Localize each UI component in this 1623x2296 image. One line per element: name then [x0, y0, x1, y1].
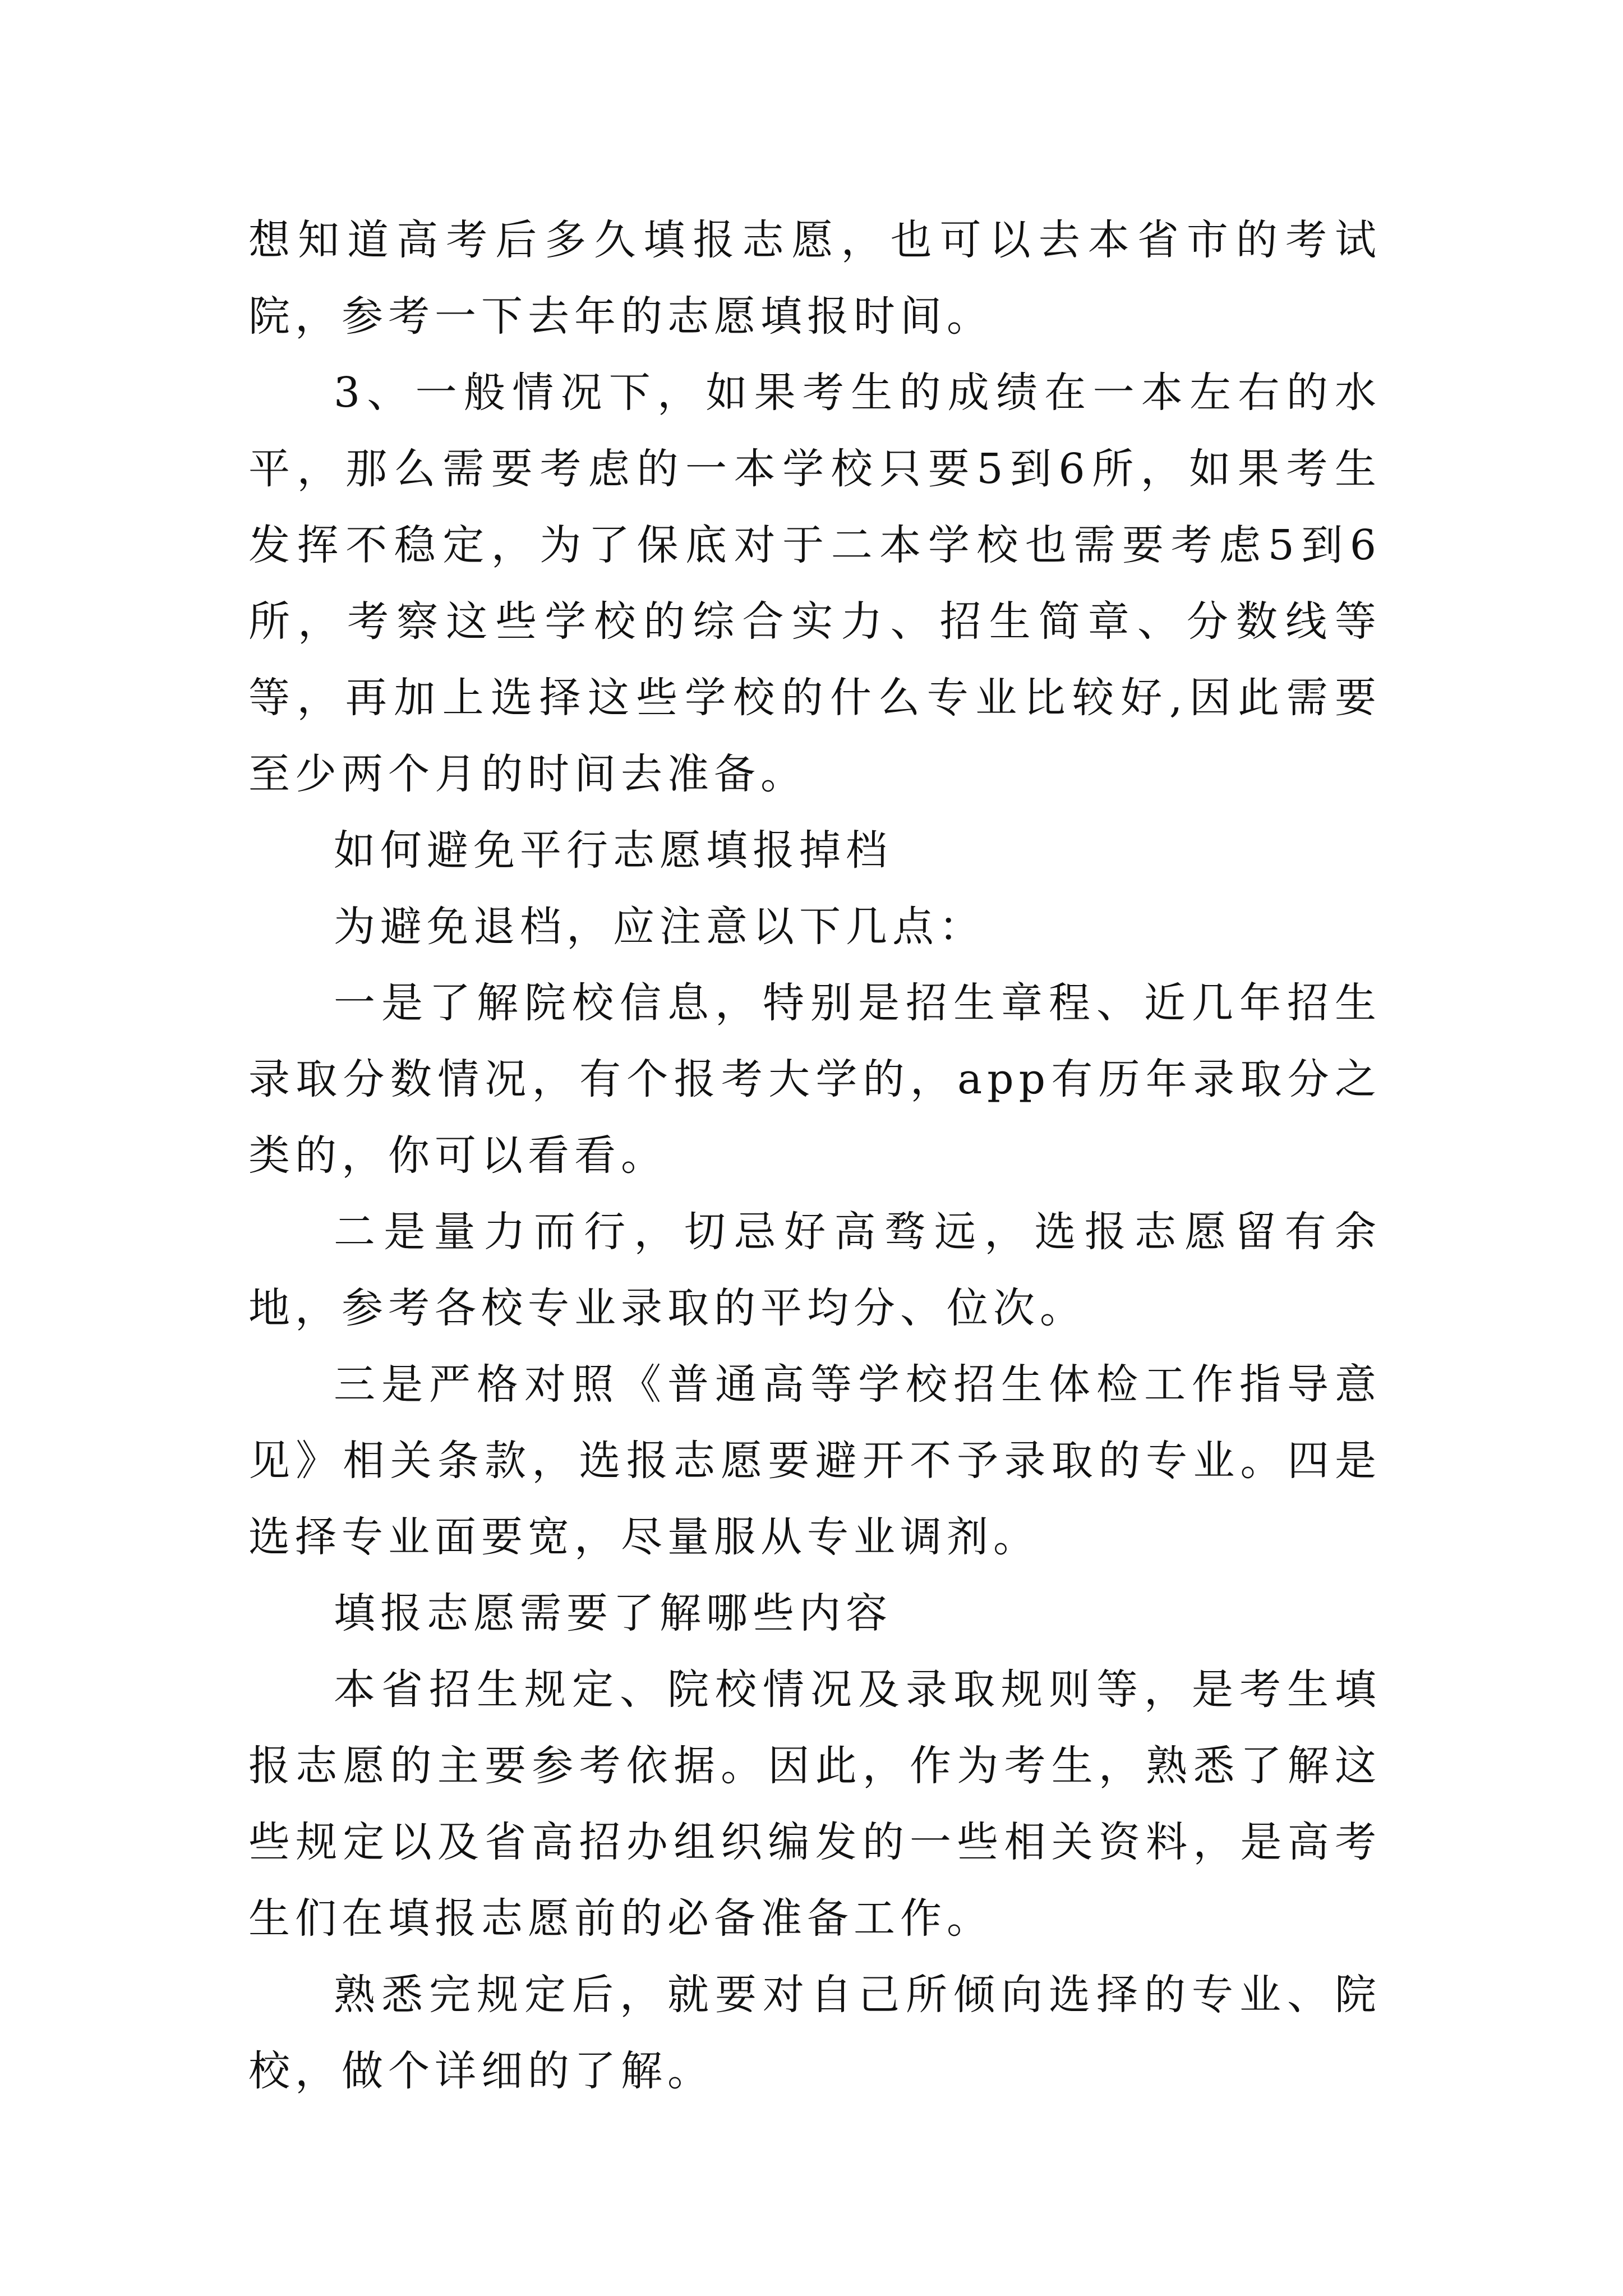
paragraph-5: 一是了解院校信息，特别是招生章程、近几年招生录取分数情况，有个报考大学的，app有历年录取分之类的，你可以看看。	[248, 979, 1381, 1180]
document-body	[248, 202, 1381, 2109]
paragraph-6: 二是量力而行，切忌好高骛远，选报志愿留有余地，参考各校专业录取的平均分、位次。	[248, 1208, 1381, 1332]
section-heading-what-to-know: 填报志愿需要了解哪些内容	[334, 1589, 892, 1637]
paragraph-1: 想知道高考后多久填报志愿，也可以去本省市的考试院，参考一下去年的志愿填报时间。	[248, 216, 1381, 341]
paragraph-10: 熟悉完规定后，就要对自己所倾向选择的专业、院校，做个详细的了解。	[248, 1971, 1381, 2095]
paragraph-7: 三是严格对照《普通高等学校招生体检工作指导意见》相关条款，选报志愿要避开不予录取的专业。四是选择专业面要宽，尽量服从专业调剂。	[248, 1360, 1381, 1561]
paragraph-2: 3、一般情况下，如果考生的成绩在一本左右的水平，那么需要考虑的一本学校只要5到6所，如果考生发挥不稳定，为了保底对于二本学校也需要考虑5到6所，考察这些学校的综合实力、招生简章、分数线等等，再加上选择这些学校的什么专业比较好,因此需要至少两个月的时间去准备。	[248, 369, 1381, 798]
section-heading-avoid-drop: 如何避免平行志愿填报掉档	[334, 826, 892, 875]
paragraph-4: 为避免退档，应注意以下几点：	[334, 903, 985, 951]
paragraph-9: 本省招生规定、院校情况及录取规则等，是考生填报志愿的主要参考依据。因此，作为考生，熟悉了解这些规定以及省高招办组织编发的一些相关资料，是高考生们在填报志愿前的必备准备工作。	[248, 1665, 1381, 1943]
